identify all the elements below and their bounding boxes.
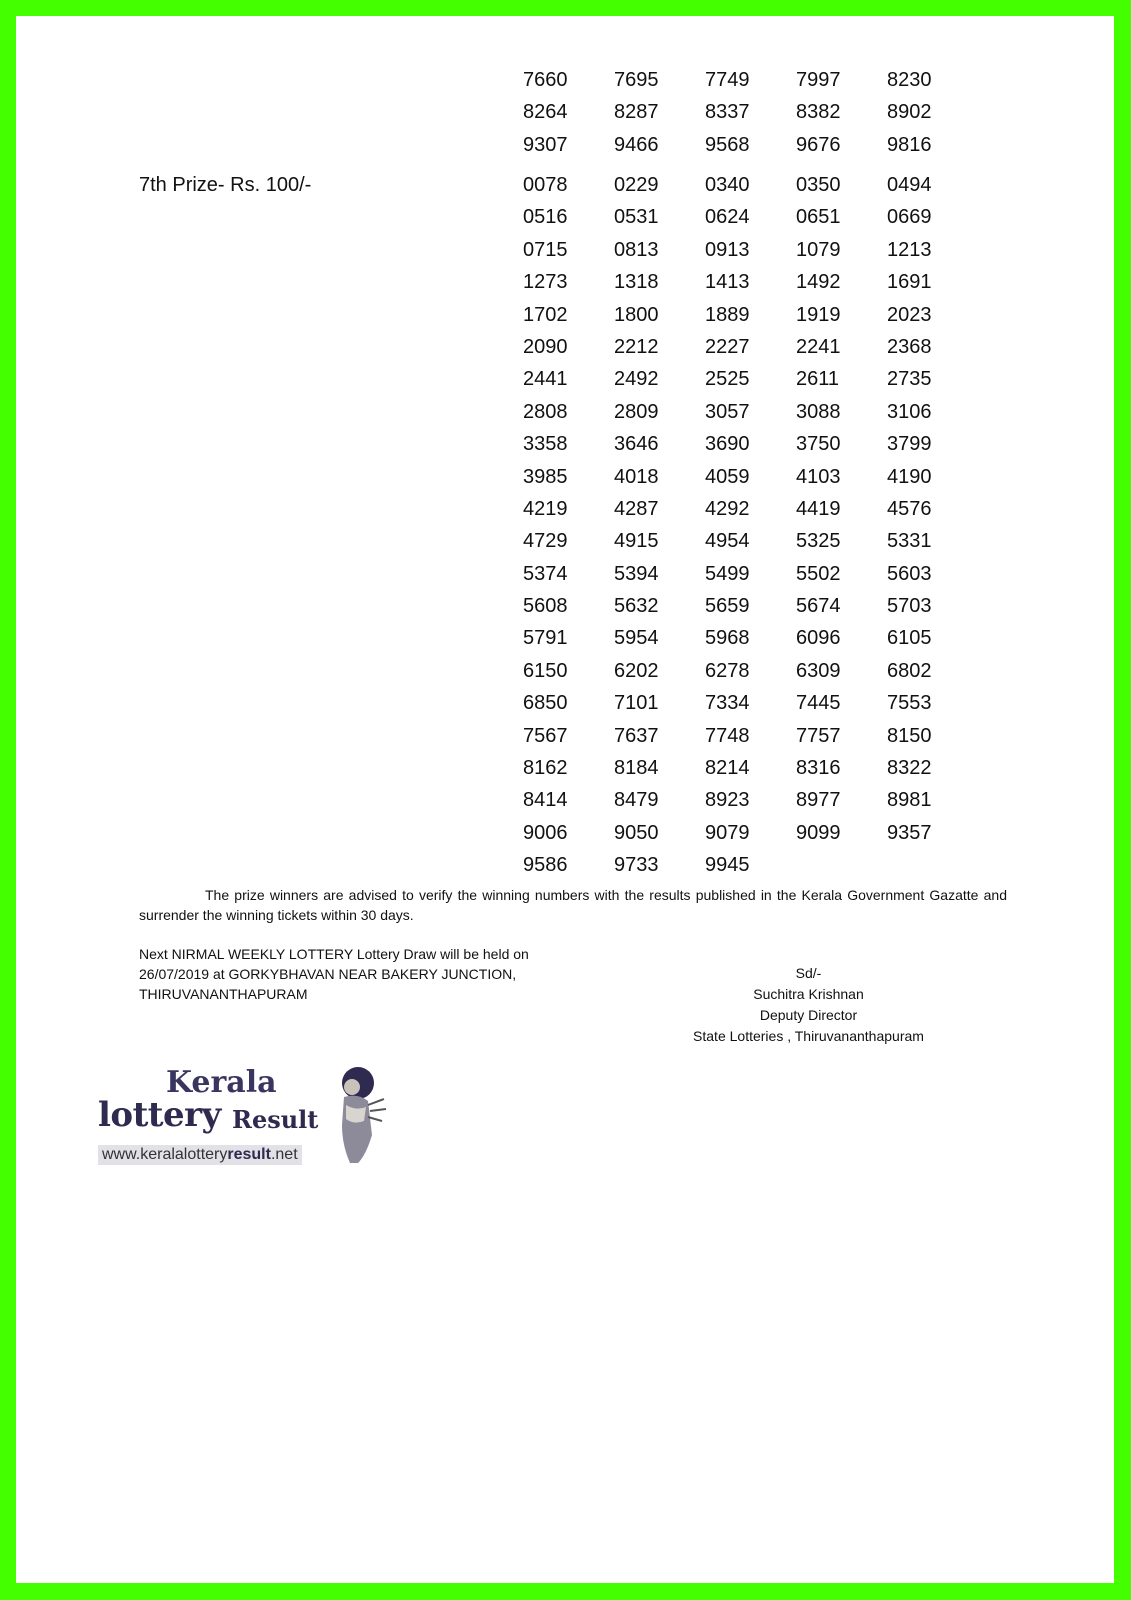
number-row — [523, 525, 978, 557]
ticket-number: 7637 — [614, 724, 659, 747]
ticket-number: 7567 — [523, 724, 568, 747]
number-row — [523, 169, 978, 201]
ticket-number: 9079 — [705, 821, 750, 844]
ticket-number: 8923 — [705, 789, 750, 812]
ticket-number: 0516 — [523, 206, 568, 229]
ticket-number: 2368 — [887, 335, 932, 358]
ticket-number: 1492 — [796, 271, 841, 294]
number-row — [523, 493, 978, 525]
ticket-number: 7757 — [796, 724, 841, 747]
number-row — [523, 331, 978, 363]
ticket-number: 3358 — [523, 433, 568, 456]
ticket-number: 6802 — [887, 659, 932, 682]
ticket-number: 5954 — [614, 627, 659, 650]
logo-result-text: Result — [232, 1105, 319, 1134]
ticket-number: 8184 — [614, 757, 659, 780]
ticket-number: 9568 — [705, 133, 750, 156]
ticket-number: 3799 — [887, 433, 932, 456]
ticket-number: 8977 — [796, 789, 841, 812]
number-row — [523, 363, 978, 395]
ticket-number: 2492 — [614, 368, 659, 391]
signatory-title: Deputy Director — [759, 1007, 858, 1023]
number-row — [523, 622, 978, 654]
ticket-number: 0229 — [614, 174, 659, 196]
ticket-number: 5374 — [523, 562, 568, 585]
signature-block — [671, 963, 946, 1047]
ticket-number: 4954 — [705, 530, 750, 553]
ticket-number: 6850 — [523, 692, 568, 715]
seventh-prize-numbers — [523, 169, 978, 882]
number-row — [523, 784, 978, 816]
ticket-number: 0078 — [523, 174, 568, 196]
number-row — [523, 96, 978, 128]
ticket-number: 5603 — [887, 562, 932, 585]
ticket-number: 3690 — [705, 433, 750, 456]
number-row — [523, 817, 978, 849]
ticket-number: 4190 — [887, 465, 932, 488]
ticket-number: 4059 — [705, 465, 750, 488]
ticket-number: 7553 — [887, 692, 932, 715]
number-row — [523, 201, 978, 233]
ticket-number: 4018 — [614, 465, 659, 488]
ticket-number: 1273 — [523, 271, 568, 294]
ticket-number: 8414 — [523, 789, 568, 812]
ticket-number: 2023 — [887, 303, 932, 326]
ticket-number: 6309 — [796, 659, 841, 682]
signatory-name: Suchitra Krishnan — [753, 986, 864, 1002]
ticket-number: 9586 — [523, 854, 568, 877]
ticket-number: 9307 — [523, 133, 568, 156]
ticket-number: 5394 — [614, 562, 659, 585]
ticket-number: 2441 — [523, 368, 568, 391]
ticket-number: 4292 — [705, 497, 750, 520]
ticket-number: 2808 — [523, 400, 568, 423]
ticket-number: 8150 — [887, 724, 932, 747]
ticket-number: 3750 — [796, 433, 841, 456]
number-row — [523, 299, 978, 331]
ticket-number: 8316 — [796, 757, 841, 780]
ticket-number: 1702 — [523, 303, 568, 326]
ticket-number: 8479 — [614, 789, 659, 812]
verification-notice: The prize winners are advised to verify the winning numbers with the results published in the Kerala Government Gazatte and surrender the winning tickets within 30 days. — [139, 887, 1007, 923]
ticket-number: 1413 — [705, 271, 750, 294]
ticket-number: 8214 — [705, 757, 750, 780]
number-row — [523, 849, 978, 881]
ticket-number: 3106 — [887, 400, 932, 423]
ticket-number: 5703 — [887, 595, 932, 618]
ticket-number: 1318 — [614, 271, 659, 294]
ticket-number: 0531 — [614, 206, 659, 229]
number-row — [523, 655, 978, 687]
ticket-number: 2212 — [614, 335, 659, 358]
ticket-number: 3985 — [523, 465, 568, 488]
ticket-number: 9050 — [614, 821, 659, 844]
number-row — [523, 590, 978, 622]
ticket-number: 6096 — [796, 627, 841, 650]
ticket-number: 2227 — [705, 335, 750, 358]
ticket-number: 0669 — [887, 206, 932, 229]
ticket-number: 1889 — [705, 303, 750, 326]
ticket-number: 7101 — [614, 692, 659, 715]
ticket-number: 4219 — [523, 497, 568, 520]
ticket-number: 3646 — [614, 433, 659, 456]
mascot-figure-icon — [328, 1065, 388, 1165]
ticket-number: 2611 — [796, 368, 840, 391]
ticket-number: 8322 — [887, 757, 932, 780]
previous-prize-numbers — [523, 64, 978, 161]
ticket-number: 0715 — [523, 238, 568, 261]
next-draw-line-1: Next NIRMAL WEEKLY LOTTERY Lottery Draw will be held on — [139, 946, 529, 962]
ticket-number: 8337 — [705, 101, 750, 124]
ticket-number: 8230 — [887, 69, 932, 91]
ticket-number: 7660 — [523, 69, 568, 91]
ticket-number: 7695 — [614, 69, 659, 91]
ticket-number: 7997 — [796, 69, 841, 91]
ticket-number: 5325 — [796, 530, 841, 553]
ticket-number: 0340 — [705, 174, 750, 196]
ticket-number: 9945 — [705, 854, 750, 877]
ticket-number: 5791 — [523, 627, 568, 650]
ticket-number: 5659 — [705, 595, 750, 618]
ticket-number: 1800 — [614, 303, 659, 326]
ticket-number: 4576 — [887, 497, 932, 520]
ticket-number: 4419 — [796, 497, 841, 520]
next-draw-line-3: THIRUVANANTHAPURAM — [139, 986, 308, 1002]
ticket-number: 1213 — [887, 238, 932, 261]
ticket-number: 5502 — [796, 562, 841, 585]
seventh-prize-label: 7th Prize- Rs. 100/- — [139, 174, 312, 196]
number-row — [523, 234, 978, 266]
ticket-number: 5499 — [705, 562, 750, 585]
ticket-number: 9357 — [887, 821, 932, 844]
ticket-number: 9099 — [796, 821, 841, 844]
ticket-number: 0651 — [796, 206, 841, 229]
ticket-number: 9733 — [614, 854, 659, 877]
result-page — [16, 16, 1114, 1583]
ticket-number: 6202 — [614, 659, 659, 682]
ticket-number: 1691 — [887, 271, 932, 294]
logo-url-suffix: .net — [270, 1146, 298, 1163]
ticket-number: 8902 — [887, 101, 932, 124]
ticket-number: 7334 — [705, 692, 750, 715]
ticket-number: 4287 — [614, 497, 659, 520]
ticket-number: 2525 — [705, 368, 750, 391]
ticket-number: 3088 — [796, 400, 841, 423]
ticket-number: 8981 — [887, 789, 932, 812]
ticket-number: 8162 — [523, 757, 568, 780]
ticket-number: 8382 — [796, 101, 841, 124]
ticket-number: 8287 — [614, 101, 659, 124]
ticket-number: 0813 — [614, 238, 659, 261]
ticket-number: 9676 — [796, 133, 841, 156]
ticket-number: 1919 — [796, 303, 841, 326]
ticket-number: 4729 — [523, 530, 568, 553]
ticket-number: 6278 — [705, 659, 750, 682]
ticket-number: 5968 — [705, 627, 750, 650]
number-row — [523, 720, 978, 752]
next-draw-info — [139, 944, 599, 1004]
ticket-number: 8264 — [523, 101, 568, 124]
ticket-number: 6150 — [523, 659, 568, 682]
ticket-number: 4915 — [614, 530, 659, 553]
signature-sd: Sd/- — [795, 965, 822, 981]
next-draw-line-2: 26/07/2019 at GORKYBHAVAN NEAR BAKERY JUNCTION, — [139, 966, 517, 982]
ticket-number: 2735 — [887, 368, 932, 391]
ticket-number: 7749 — [705, 69, 750, 91]
ticket-number: 0913 — [705, 238, 750, 261]
ticket-number: 0624 — [705, 206, 750, 229]
ticket-number: 0350 — [796, 174, 841, 196]
ticket-number: 1079 — [796, 238, 841, 261]
ticket-number: 9466 — [614, 133, 659, 156]
ticket-number: 5608 — [523, 595, 568, 618]
ticket-number: 7445 — [796, 692, 841, 715]
ticket-number: 4103 — [796, 465, 841, 488]
ticket-number: 2241 — [796, 335, 841, 358]
ticket-number: 5632 — [614, 595, 659, 618]
logo-lottery-text: lottery — [98, 1095, 221, 1135]
ticket-number: 9006 — [523, 821, 568, 844]
signatory-office: State Lotteries , Thiruvananthapuram — [693, 1028, 924, 1044]
number-row — [523, 752, 978, 784]
ticket-number: 5674 — [796, 595, 841, 618]
number-row — [523, 558, 978, 590]
number-row — [523, 461, 978, 493]
logo-url-prefix: www.keralalottery — [102, 1146, 228, 1163]
ticket-number: 7748 — [705, 724, 750, 747]
logo-kerala-text: Kerala — [166, 1065, 277, 1100]
kerala-lottery-result-logo — [98, 1065, 398, 1180]
number-row — [523, 266, 978, 298]
ticket-number: 2809 — [614, 400, 659, 423]
number-row — [523, 687, 978, 719]
number-row — [523, 428, 978, 460]
logo-url — [98, 1145, 302, 1165]
ticket-number: 5331 — [887, 530, 932, 553]
logo-url-bold: result — [227, 1146, 271, 1163]
number-row — [523, 396, 978, 428]
ticket-number: 2090 — [523, 335, 568, 358]
ticket-number: 0494 — [887, 174, 932, 196]
ticket-number: 9816 — [887, 133, 932, 156]
number-row — [523, 129, 978, 161]
ticket-number: 3057 — [705, 400, 750, 423]
number-row — [523, 64, 978, 96]
ticket-number: 6105 — [887, 627, 932, 650]
